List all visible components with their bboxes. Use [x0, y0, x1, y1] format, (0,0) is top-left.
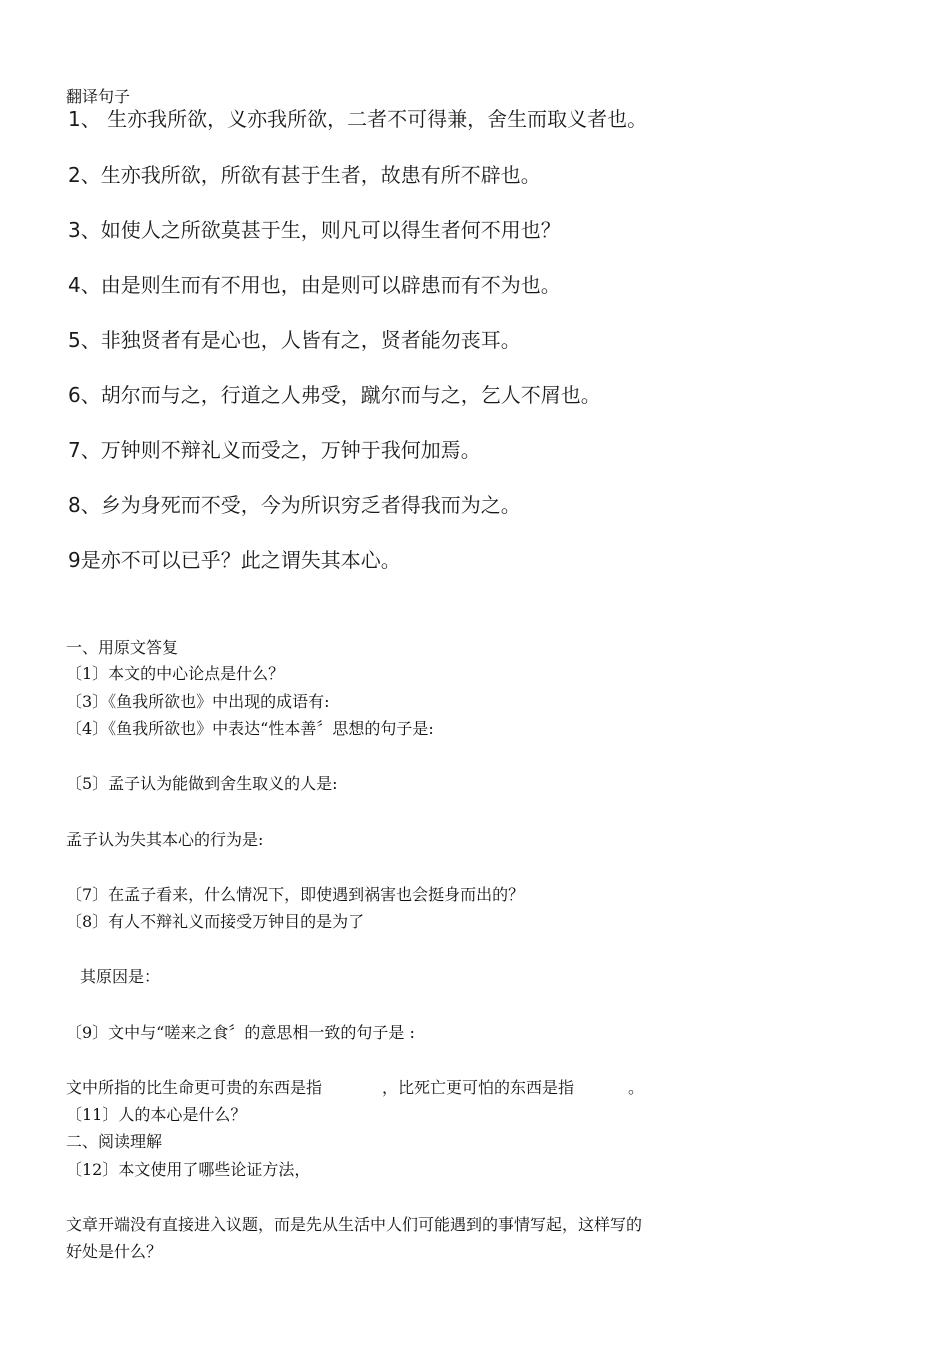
- question-10-part-b: ，比死亡更可怕的东西是指: [382, 1078, 575, 1097]
- translation-sentence-6: 6、胡尔而与之，行道之人弗受，蹴尔而与之，乞人不屑也。: [68, 383, 601, 407]
- question-10-part-a: 文中所指的比生命更可贵的东西是指: [66, 1078, 323, 1097]
- translation-sentence-5: 5、非独贤者有是心也，人皆有之，贤者能勿丧耳。: [68, 328, 521, 352]
- translation-sentence-8: 8、乡为身死而不受，今为所识穷乏者得我而为之。: [68, 493, 521, 517]
- question-11: 〔11〕人的本心是什么？: [66, 1105, 247, 1124]
- section-heading-2: 二、阅读理解: [66, 1132, 163, 1151]
- question-6: 孟子认为失其本心的行为是:: [66, 830, 264, 849]
- question-10-part-c: 。: [628, 1078, 645, 1097]
- page-title: 翻译句子: [66, 87, 131, 106]
- question-7: 〔7〕在孟子看来，什么情况下，即使遇到祸害也会挺身而出的？: [66, 885, 525, 904]
- question-8-reason: 其原因是：: [80, 967, 161, 986]
- question-5: 〔5〕孟子认为能做到舍生取义的人是:: [66, 774, 338, 793]
- translation-sentence-2: 2、生亦我所欲，所欲有甚于生者，故患有所不辟也。: [68, 163, 541, 187]
- question-3: 〔3〕《鱼我所欲也》中出现的成语有:: [66, 692, 330, 711]
- translation-sentence-9: 9是亦不可以已乎？此之谓失其本心。: [68, 548, 401, 572]
- question-13-line-1: 文章开端没有直接进入议题，而是先从生活中人们可能遇到的事情写起，这样写的: [66, 1215, 643, 1234]
- section-heading-1: 一、用原文答复: [66, 638, 179, 657]
- translation-sentence-7: 7、万钟则不辩礼义而受之，万钟于我何加焉。: [68, 438, 481, 462]
- question-8: 〔8〕有人不辩礼义而接受万钟目的是为了: [66, 912, 365, 931]
- translation-sentence-4: 4、由是则生而有不用也，由是则可以辟患而有不为也。: [68, 273, 561, 297]
- question-12: 〔12〕本文使用了哪些论证方法，: [66, 1160, 311, 1179]
- question-10: [66, 1077, 644, 1099]
- translation-sentence-3: 3、如使人之所欲莫甚于生，则凡可以得生者何不用也？: [68, 218, 561, 242]
- translation-sentence-1: 1、 生亦我所欲，义亦我所欲，二者不可得兼，舍生而取义者也。: [68, 107, 648, 131]
- question-1: 〔1〕本文的中心论点是什么？: [66, 664, 285, 683]
- question-13-line-2: 好处是什么？: [66, 1242, 163, 1261]
- question-4: 〔4〕《鱼我所欲也》中表达“性本善〞思想的句子是:: [66, 719, 434, 738]
- question-9: 〔9〕文中与“嗟来之食〞的意思相一致的句子是 :: [66, 1023, 415, 1042]
